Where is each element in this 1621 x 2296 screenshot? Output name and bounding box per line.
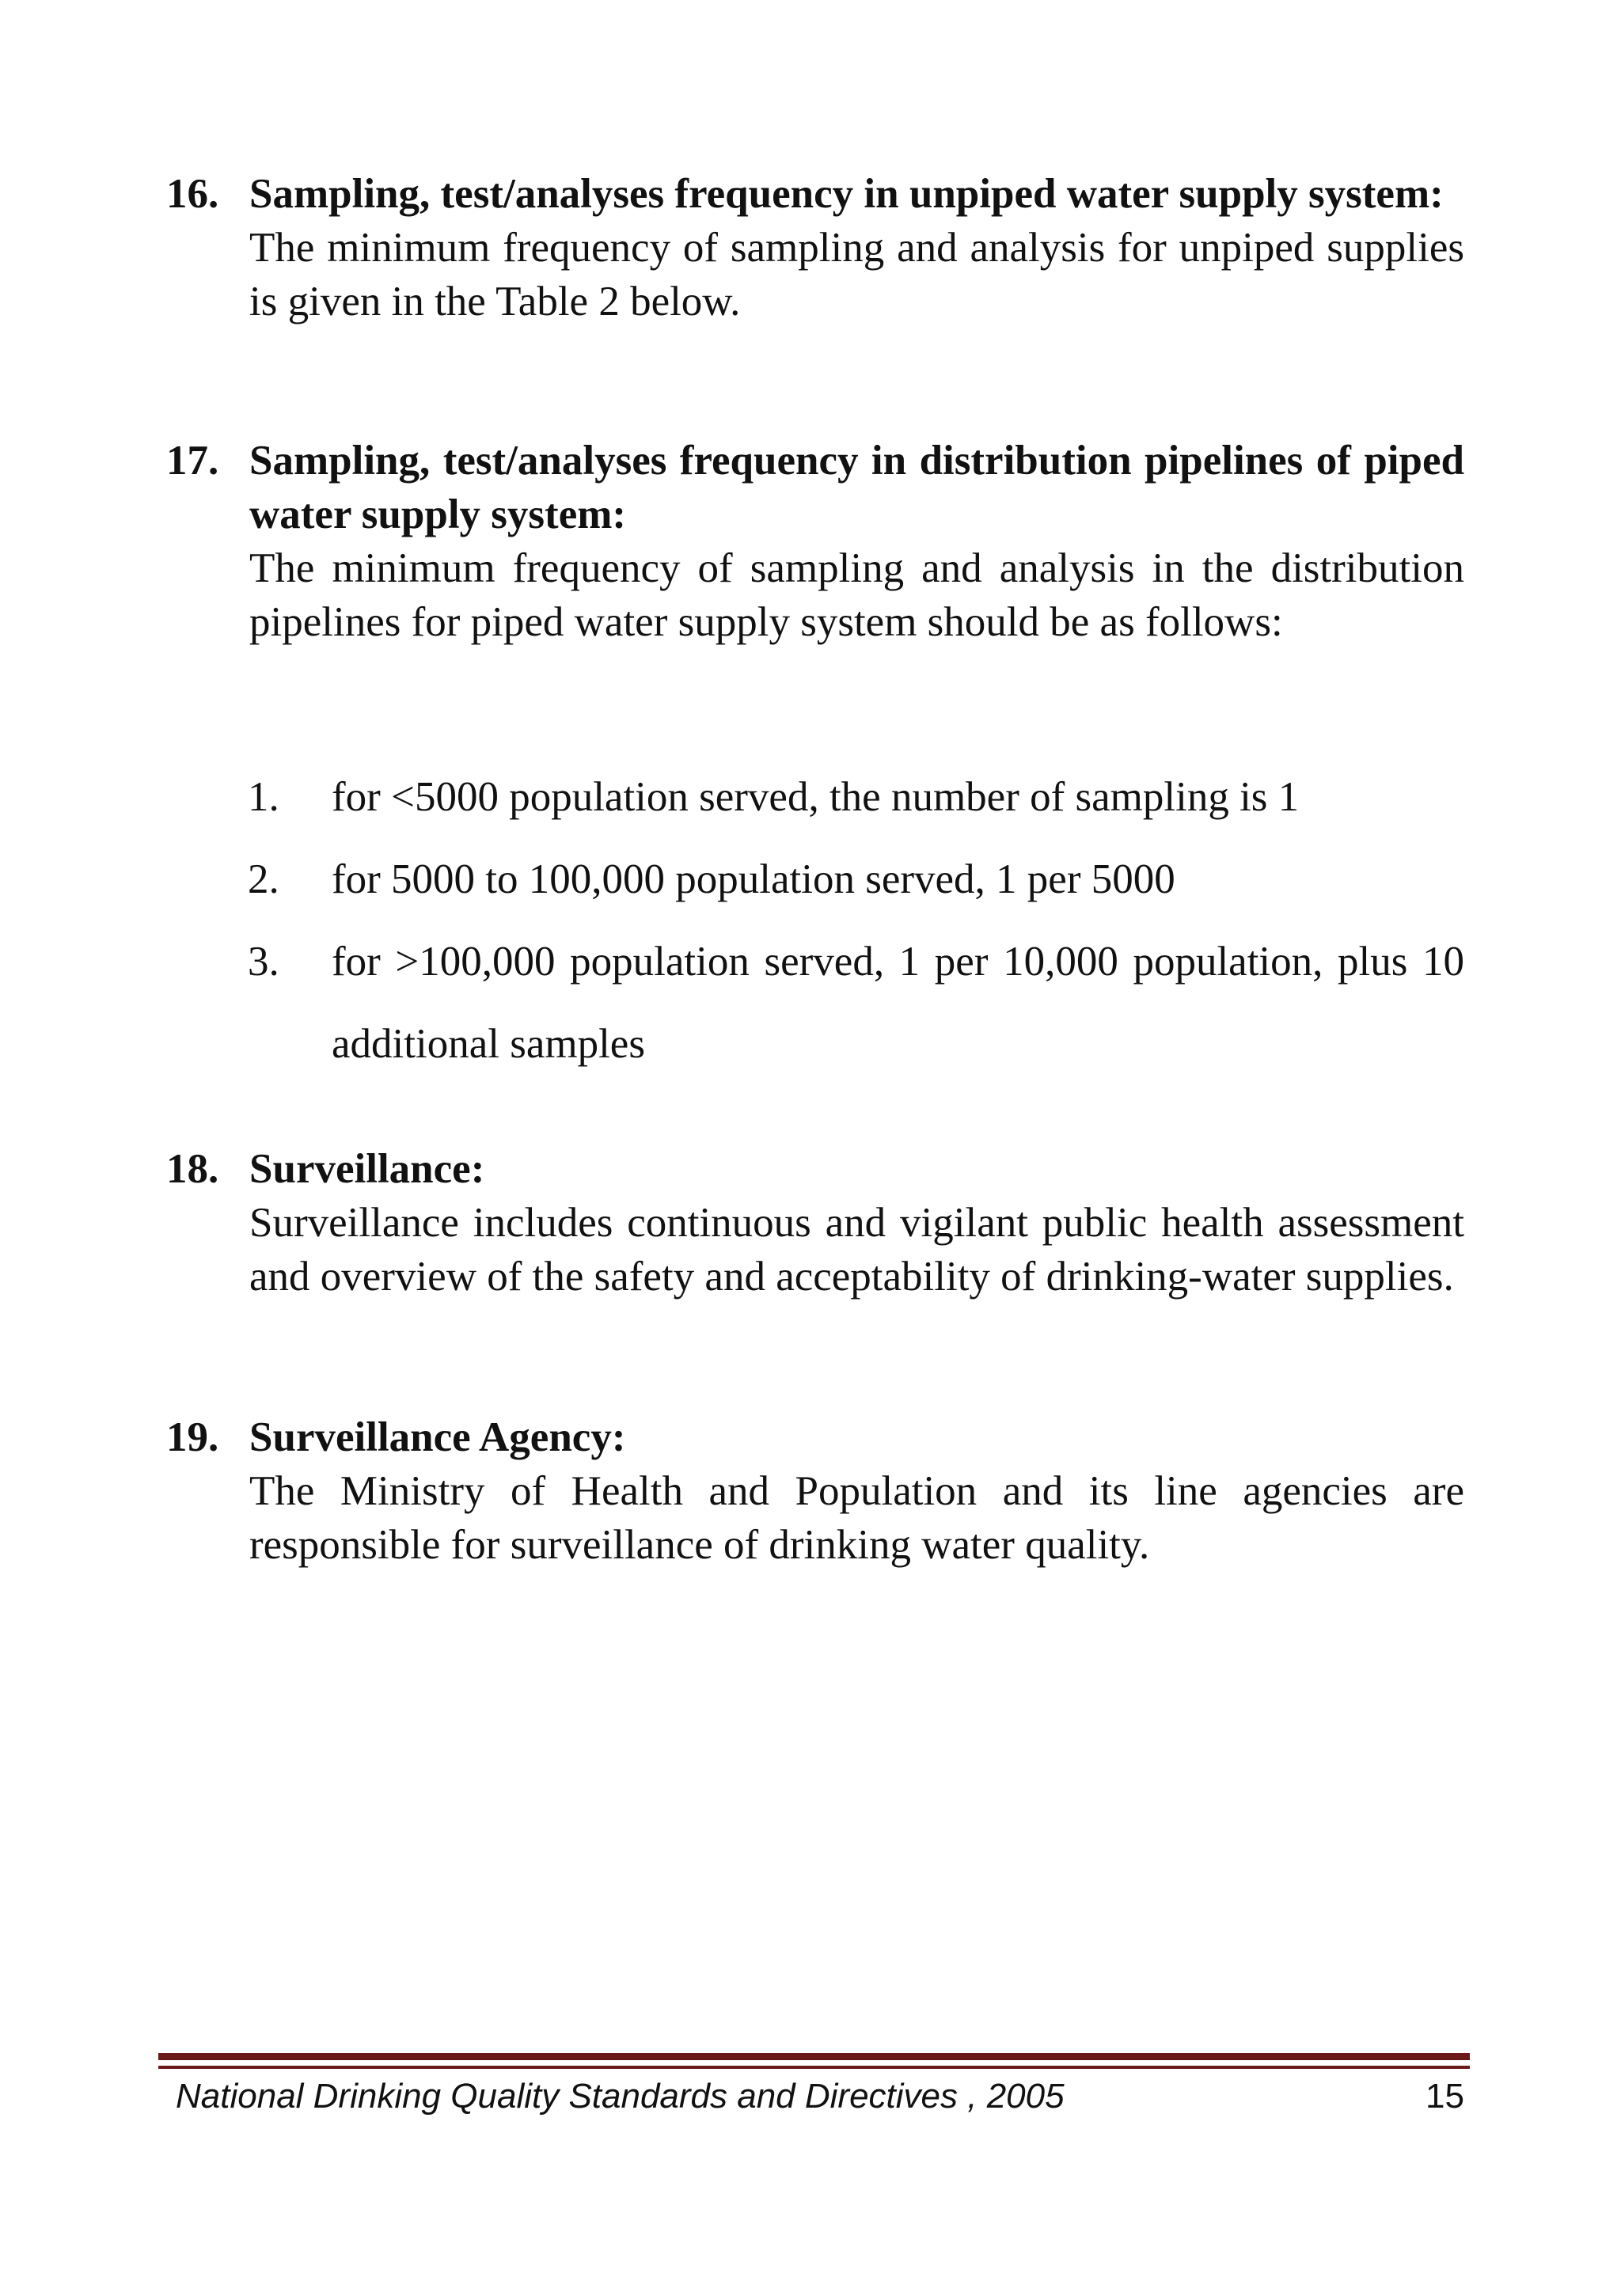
list-item-text: for <5000 population served, the number of sampling is 1: [332, 774, 1300, 820]
section-heading: Surveillance Agency:: [249, 1414, 626, 1460]
section-19: [166, 1410, 1464, 1572]
list-item-text: for >100,000 population served, 1 per 10,000 population, plus 10 additional samples: [332, 939, 1464, 1067]
footer-rule-thick: [158, 2053, 1470, 2060]
footer-title: National Drinking Quality Standards and Directives , 2005: [176, 2077, 1065, 2116]
section-number: 18.: [166, 1146, 219, 1192]
list-item-number: 3.: [248, 939, 279, 985]
section-heading: Sampling, test/analyses frequency in distribution pipelines of piped water supply system:: [249, 438, 1464, 537]
section-number: 16.: [166, 171, 219, 217]
sampling-frequency-list: [248, 756, 1464, 1085]
section-heading: Sampling, test/analyses frequency in unpiped water supply system:: [249, 171, 1444, 217]
section-paragraph: The minimum frequency of sampling and analysis in the distribution pipelines for piped water supply system should be as follows:: [249, 545, 1464, 645]
list-item: [248, 756, 1464, 838]
section-paragraph: The minimum frequency of sampling and analysis for unpiped supplies is given in the Table 2 below.: [249, 225, 1464, 324]
list-item: [248, 838, 1464, 920]
list-item-number: 1.: [248, 774, 279, 820]
section-17: [166, 434, 1464, 649]
section-heading: Surveillance:: [249, 1146, 485, 1192]
section-number: 17.: [166, 438, 219, 484]
footer-rule-thin: [158, 2066, 1470, 2069]
list-item-text: for 5000 to 100,000 population served, 1 per 5000: [332, 856, 1175, 902]
section-18: [166, 1142, 1464, 1304]
section-number: 19.: [166, 1414, 219, 1460]
section-paragraph: The Ministry of Health and Population and its line agencies are responsible for surveillance of drinking water quality.: [249, 1468, 1464, 1568]
page-number: 15: [1425, 2077, 1464, 2116]
section-paragraph: Surveillance includes continuous and vigilant public health assessment and overview of the safety and acceptability of drinking-water supplies.: [249, 1200, 1464, 1300]
list-item: [248, 920, 1464, 1085]
list-item-number: 2.: [248, 856, 279, 902]
section-16: [166, 167, 1464, 328]
